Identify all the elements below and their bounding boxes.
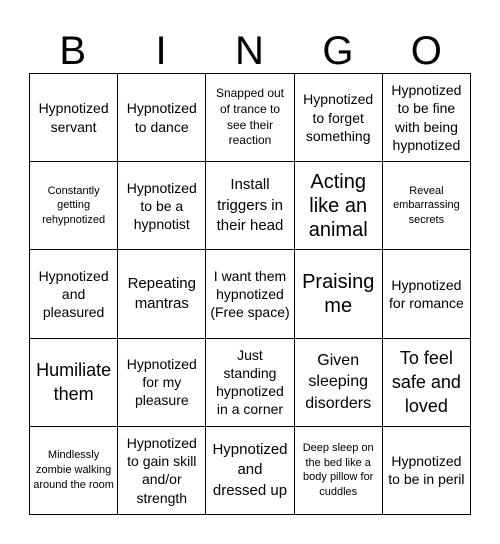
- header-letter-n: N: [235, 29, 265, 73]
- bingo-cell[interactable]: [383, 162, 471, 250]
- cell-text: Hypnotized for romance: [389, 276, 464, 311]
- cell-text: Humiliate them: [36, 359, 112, 405]
- cell-text: Hypnotized and pleasured: [38, 267, 109, 321]
- header-letter-o: O: [410, 29, 443, 73]
- cell-text: Hypnotized servant: [38, 100, 109, 135]
- bingo-cell[interactable]: [206, 162, 294, 250]
- bingo-cell[interactable]: [295, 74, 383, 162]
- bingo-cell[interactable]: [383, 250, 471, 338]
- bingo-cell[interactable]: [295, 339, 383, 427]
- cell-text: Hypnotized to forget something: [303, 91, 374, 144]
- bingo-cell[interactable]: [118, 162, 206, 250]
- bingo-cell[interactable]: [30, 250, 118, 338]
- cell-text: Praising me: [302, 270, 375, 317]
- cell-text: Hypnotized to dance: [126, 100, 197, 135]
- cell-text: Hypnotized to gain skill and/or strength: [126, 435, 197, 506]
- bingo-cell[interactable]: [30, 74, 118, 162]
- bingo-cell[interactable]: [118, 250, 206, 338]
- bingo-cell[interactable]: [206, 339, 294, 427]
- bingo-cell[interactable]: [295, 250, 383, 338]
- header-letter-b: B: [59, 29, 88, 73]
- cell-text: Snapped out of trance to see their reaction: [215, 86, 285, 148]
- bingo-cell[interactable]: [118, 427, 206, 515]
- bingo-cell[interactable]: [383, 339, 471, 427]
- bingo-board: [29, 73, 471, 515]
- bingo-cell[interactable]: [118, 339, 206, 427]
- cell-text: Hypnotized and dressed up: [212, 441, 288, 499]
- bingo-cell-free-space[interactable]: [206, 250, 294, 338]
- cell-text: Given sleeping disorders: [305, 351, 372, 412]
- bingo-cell[interactable]: [206, 74, 294, 162]
- cell-text: Just standing hypnotized in a corner: [216, 346, 284, 418]
- bingo-cell[interactable]: [295, 427, 383, 515]
- cell-text: Constantly getting rehypnotized: [42, 184, 106, 227]
- cell-text: Hypnotized to be in peril: [388, 453, 465, 488]
- cell-text: Mindlessly zombie walking around the room: [33, 449, 114, 491]
- bingo-cell[interactable]: [118, 74, 206, 162]
- bingo-cell[interactable]: [30, 427, 118, 515]
- cell-text: Repeating mantras: [127, 274, 196, 312]
- cell-text: Install triggers in their head: [216, 176, 284, 234]
- bingo-cell[interactable]: [30, 162, 118, 250]
- header-letter-i: I: [155, 29, 168, 73]
- bingo-cell[interactable]: [30, 339, 118, 427]
- cell-text: Acting like an animal: [308, 170, 368, 241]
- cell-text: Hypnotized for my pleasure: [126, 355, 197, 409]
- cell-text: I want them hypnotized (Free space): [210, 267, 290, 321]
- cell-text: Deep sleep on the bed like a body pillow for cuddles: [302, 441, 374, 499]
- header-letter-g: G: [322, 29, 355, 73]
- bingo-cell[interactable]: [295, 162, 383, 250]
- cell-text: Hypnotized to be fine with being hypnotized: [391, 82, 462, 153]
- cell-text: To feel safe and loved: [391, 347, 461, 417]
- cell-text: Reveal embarrassing secrets: [393, 184, 460, 227]
- cell-text: Hypnotized to be a hypnotist: [126, 179, 197, 232]
- bingo-cell[interactable]: [383, 427, 471, 515]
- bingo-cell[interactable]: [206, 427, 294, 515]
- bingo-header: [29, 26, 471, 76]
- bingo-cell[interactable]: [383, 74, 471, 162]
